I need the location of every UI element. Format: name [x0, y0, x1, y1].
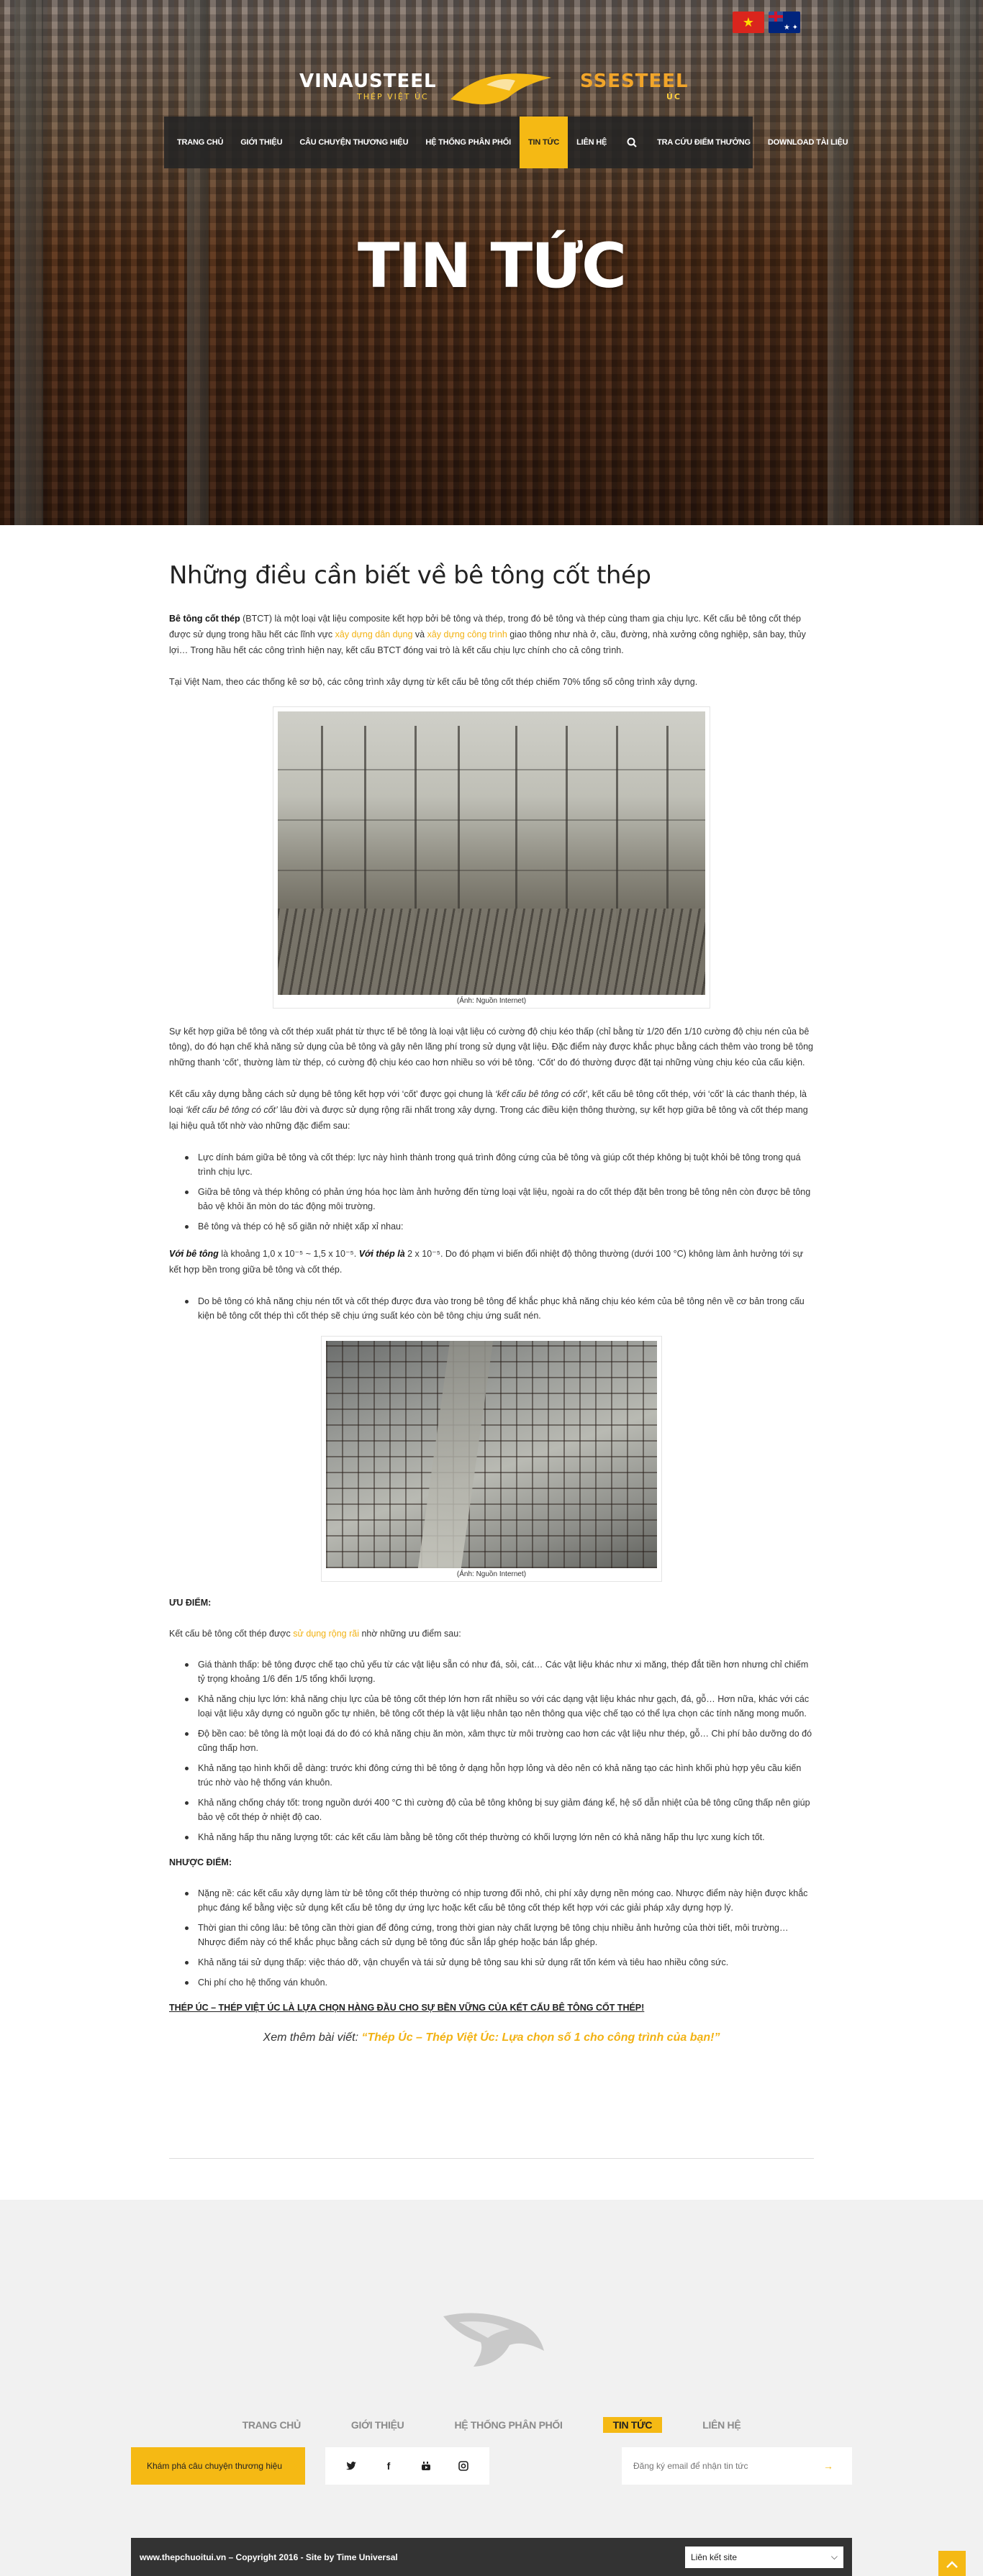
link-widely-used[interactable]: sử dụng rộng rãi [293, 1628, 359, 1639]
nav-item-about[interactable]: GIỚI THIỆU [240, 138, 283, 147]
list-item: Bê tông và thép có hệ số giãn nở nhiệt xấp xỉ nhau: [169, 1219, 814, 1234]
pros-intro-b: nhờ những ưu điểm sau: [359, 1628, 461, 1639]
list-item: Khả năng chống cháy tốt: trong nguồn dưới 400 °C thì cường độ của bê tông không bị suy giảm đáng kể, hệ số dẫn nhiệt của bê tông cũng thấp nên giúp bảo vệ cốt thép ở nhiệt độ cao. [169, 1796, 814, 1824]
footer-nav [0, 2417, 983, 2433]
article [169, 561, 814, 2044]
link-civil-construction[interactable]: xây dựng dân dụng [335, 629, 413, 640]
nav-item-contact[interactable]: LIÊN HỆ [576, 138, 607, 147]
divider [169, 2158, 814, 2159]
list-item: Chi phí cho hệ thống ván khuôn. [169, 1975, 814, 1990]
p5-text-a: là khoảng 1,0 x 10⁻⁵ ~ 1,5 x 10⁻⁵. [218, 1248, 359, 1259]
instagram-icon[interactable] [445, 2447, 482, 2485]
concrete-pouring-image [326, 1341, 657, 1568]
list-item: Khả năng tái sử dụng thấp: việc tháo dỡ, vận chuyển và tái sử dụng bê tông sau khi sử dụng rất tốn kém và tiêu hao nhiều công sức. [169, 1955, 814, 1970]
footer-nav-news[interactable]: TIN TỨC [603, 2417, 663, 2433]
p1-text-b: và [412, 629, 427, 640]
cons-list [169, 1886, 814, 1990]
nav-item-news[interactable]: TIN TỨC [520, 117, 568, 168]
newsletter-form [622, 2447, 852, 2485]
logo-left-subtitle: THÉP VIỆT ÚC [357, 92, 429, 101]
features-list [169, 1150, 814, 1234]
footer-nav-home[interactable]: TRANG CHỦ [242, 2419, 301, 2431]
p1-text-a: (BTCT) là một loại vật liệu composite kết hợp bởi bê tông và thép, trong đó bê tông và thép cùng tham gia chịu lực. Kết cấu bê tông cốt thép được sử dụng trong hầu hết các lĩnh vực [169, 614, 801, 640]
logo-left-text: VINAUSTEEL [299, 70, 437, 92]
article-paragraph-3: Sự kết hợp giữa bê tông và cốt thép xuất phát từ thực tế bê tông là loại vật liệu có cường độ chịu kéo thấp (chỉ bằng từ 1/20 đến 1/10 cường độ chịu nén của bê tông), do đó hạn chế khả năng sử dụng của bê tông và gây nên lãng phí trong sử dụng vật liệu. Đặc điểm này được khắc phục bằng cách thêm vào trong bê tông những thanh ‘cốt’, thường làm từ thép, có cường độ chịu kéo cao hơn nhiều so với bê tông. ‘Cốt’ do đó thường được đặt tại những vùng chịu kéo của cấu kiện. [169, 1026, 814, 1068]
list-item: Khả năng chịu lực lớn: khả năng chịu lực của bê tông cốt thép lớn hơn rất nhiều so với các dạng vật liệu khác như gạch, đá, gỗ… Hơn nữa, khác với các loại vật liệu xây dựng có nguồn gốc tự nhiên, bê tông cốt thép là vật liệu nhân tạo nên thông qua việc chế tạo có thể lựa chọn các tính năng mong muốn. [169, 1692, 814, 1721]
article-paragraph-5 [169, 1247, 814, 1278]
twitter-icon[interactable] [332, 2447, 370, 2485]
pros-intro [169, 1626, 814, 1642]
submit-arrow-icon[interactable]: → [823, 2460, 833, 2472]
p1-bold: Bê tông cốt thép [169, 614, 240, 624]
list-item: Khả năng hấp thu năng lượng tốt: các kết cấu làm bằng bê tông cốt thép thường có khối lượng lớn nên có khả năng hấp thu lực xung kích tốt. [169, 1830, 814, 1844]
australia-flag-icon[interactable] [769, 12, 800, 33]
figure-1-caption: (Ảnh: Nguồn Internet) [456, 996, 527, 1005]
see-more [169, 2031, 814, 2044]
article-paragraph-4 [169, 1087, 814, 1134]
list-item: Giữa bê tông và thép không có phản ứng hóa học làm ảnh hưởng đến từng loại vật liệu, ngoài ra do cốt thép đặt bên trong bê tông nên còn được bê tông bảo vệ khỏi ăn mòn do tác động môi trường. [169, 1185, 814, 1214]
stress-list [169, 1294, 814, 1323]
main-nav [164, 117, 848, 168]
pros-list [169, 1657, 814, 1844]
pros-heading: ƯU ĐIỂM: [169, 1597, 212, 1608]
facebook-icon[interactable]: f [386, 2460, 391, 2472]
list-item: Khả năng tạo hình khối dễ dàng: trước khi đông cứng thì bê tông ở dạng hỗn hợp lỏng và dẻo nên có khả năng tạo các hình khối phù hợp yêu cầu kiến trúc nhờ vào hệ thống ván khuôn. [169, 1761, 814, 1790]
page-title: TIN TỨC [357, 230, 626, 302]
social-links [325, 2447, 489, 2485]
brand-logo[interactable] [0, 56, 983, 114]
p5-italic-2: Với thép là [358, 1248, 405, 1259]
kangaroo-footer-logo-icon [430, 2300, 553, 2372]
footer-actions [131, 2447, 852, 2485]
p5-italic-1: Với bê tông [169, 1248, 219, 1259]
article-title: Những điều cần biết về bê tông cốt thép [169, 561, 651, 590]
list-item: Thời gian thi công lâu: bê tông cần thời gian để đông cứng, trong thời gian này chất lượng bê tông chịu nhiều ảnh hưởng của thời tiết, môi trường… Nhược điểm này có thể khắc phục bằng cách sử dụng bê tông đúc sẵn lắp ghép hoặc bán lắp ghép. [169, 1921, 814, 1949]
list-item: Do bê tông có khả năng chịu nén tốt và cốt thép được đưa vào trong bê tông để khắc phục khả năng chịu kéo kém của bê tông nên về cơ bản trong cấu kiện bê tông cốt thép thì cốt thép sẽ chịu ứng suất kéo còn bê tông chịu ứng suất nén. [169, 1294, 814, 1323]
list-item: Nặng nề: các kết cấu xây dựng làm từ bê tông cốt thép thường có nhịp tương đối nhỏ, chi phí xây dựng nền móng cao. Nhược điểm này hiện được khắc phục đáng kể bằng việc sử dụng kết cấu bê tông dự ứng lực hoặc kết cấu bê tông cốt thép kết hợp với các giải pháp xây dựng hợp lý. [169, 1886, 814, 1915]
nav-item-home[interactable]: TRANG CHỦ [177, 138, 224, 147]
see-more-link[interactable]: “Thép Úc – Thép Việt Úc: Lựa chọn số 1 cho công trình của bạn!” [361, 2031, 720, 2044]
footer-nav-contact[interactable]: LIÊN HỆ [702, 2419, 741, 2431]
ssesteel-logo [580, 70, 689, 101]
kangaroo-emblem-icon [443, 56, 558, 111]
footer-nav-distribution[interactable]: HỆ THỐNG PHÂN PHỐI [454, 2419, 563, 2431]
pros-intro-a: Kết cấu bê tông cốt thép được [169, 1628, 294, 1639]
language-switcher [733, 12, 800, 33]
explore-brand-story-button[interactable]: Khám phá câu chuyện thương hiệu [131, 2447, 305, 2485]
site-link-select[interactable] [685, 2547, 843, 2568]
p5-text-b: 2 x 10⁻⁵. Do đó phạm vi biến đổi nhiệt độ thông thường (dưới 100 °C) không làm ảnh hưởng tới sự kết hợp bền trong giữa bê tông và cốt thép. [169, 1248, 804, 1275]
link-construction-works[interactable]: xây dựng công trình [427, 629, 507, 640]
cta-link[interactable]: THÉP ÚC – THÉP VIỆT ÚC LÀ LỰA CHỌN HÀNG ĐẦU CHO SỰ BỀN VỮNG CỦA KẾT CẤU BÊ TÔNG CỐT THÉP! [169, 2003, 645, 2013]
cons-heading: NHƯỢC ĐIỂM: [169, 1857, 232, 1868]
article-paragraph-1 [169, 611, 814, 659]
copyright-text: www.thepchuoitui.vn – Copyright 2016 - Site by Time Universal [140, 2552, 398, 2562]
p4-text-a: Kết cấu xây dựng bằng cách sử dụng bê tông kết hợp với ‘cốt’ được gọi chung là [169, 1089, 495, 1100]
vietnam-flag-icon[interactable]: ★ [733, 12, 764, 33]
list-item: Giá thành thấp: bê tông được chế tạo chủ yếu từ các vật liệu sẵn có như đá, sỏi, cát… Các vật liệu khác như xi măng, thép đắt tiền hơn nhưng chỉ chiếm tỷ trọng khoảng 1/6 đến 1/5 tổng khối lượng. [169, 1657, 814, 1686]
logo-right-subtitle: ÚC [666, 92, 682, 101]
article-paragraph-2: Tại Việt Nam, theo các thống kê sơ bộ, các công trình xây dựng từ kết cấu bê tông cốt thép chiếm 70% tổng số công trình xây dựng. [169, 676, 698, 687]
figure-1 [273, 706, 710, 1009]
back-to-top-button[interactable] [938, 2551, 966, 2576]
p4-text-b: , kết cấu bê tông cốt thép, với ‘cốt’ là các thanh thép, là loại [169, 1089, 807, 1115]
list-item: Độ bền cao: bê tông là một loại đá do đó có khả năng chịu ăn mòn, xâm thực từ môi trường cao hơn các vật liệu như thép, gỗ… Chi phí bảo dưỡng do đó cũng thấp hơn. [169, 1726, 814, 1755]
bottom-bar [131, 2538, 852, 2576]
youtube-icon[interactable] [407, 2447, 445, 2485]
p4-italic-1: ‘kết cấu bê tông có cốt’ [494, 1089, 587, 1100]
figure-2-caption: (Ảnh: Nguồn Internet) [456, 1570, 527, 1578]
nav-item-download[interactable]: DOWNLOAD TÀI LIỆU [767, 138, 848, 147]
logo-right-text: SSESTEEL [580, 70, 689, 92]
chevron-down-icon: ⌵ [830, 2552, 838, 2562]
nav-item-brand-story[interactable]: CÂU CHUYỆN THƯƠNG HIỆU [299, 138, 409, 147]
rebar-construction-image [278, 711, 705, 995]
list-item: Lực dính bám giữa bê tông và cốt thép: lực này hình thành trong quá trình đông cứng của bê tông và giúp cốt thép không bị tuột khỏi bê tông trong quá trình chịu lực. [169, 1150, 814, 1179]
figure-2 [321, 1336, 662, 1582]
nav-item-points-lookup[interactable]: TRA CỨU ĐIỂM THƯỞNG [657, 138, 751, 147]
newsletter-email-input[interactable] [633, 2461, 799, 2471]
nav-item-distribution[interactable]: HỆ THỐNG PHÂN PHỐI [425, 138, 511, 147]
footer [0, 2200, 983, 2576]
hero-banner [0, 0, 983, 525]
search-icon[interactable] [615, 117, 648, 168]
vinausteel-logo [299, 70, 437, 101]
p1-text-c: giao thông như nhà ở, cầu, đường, nhà xưởng công nghiệp, sân bay, thủy lợi… Trong hầu hết các công trình hiện nay, kết cấu BTCT đóng vai trò là kết cấu chịu lực chính cho cả công trình. [169, 629, 806, 655]
site-select-value: Liên kết site [691, 2552, 738, 2562]
p4-text-c: lâu đời và được sử dụng rộng rãi nhất trong xây dựng. Trong các điều kiện thông thường, sự kết hợp giữa bê tông và cốt thép mang lại hiệu quả tốt nhờ vào những đặc điểm sau: [169, 1105, 808, 1131]
p4-italic-2: ‘kết cấu bê tông có cốt’ [185, 1105, 278, 1115]
footer-nav-about[interactable]: GIỚI THIỆU [350, 2419, 404, 2431]
see-more-prefix: Xem thêm bài viết: [263, 2031, 362, 2044]
